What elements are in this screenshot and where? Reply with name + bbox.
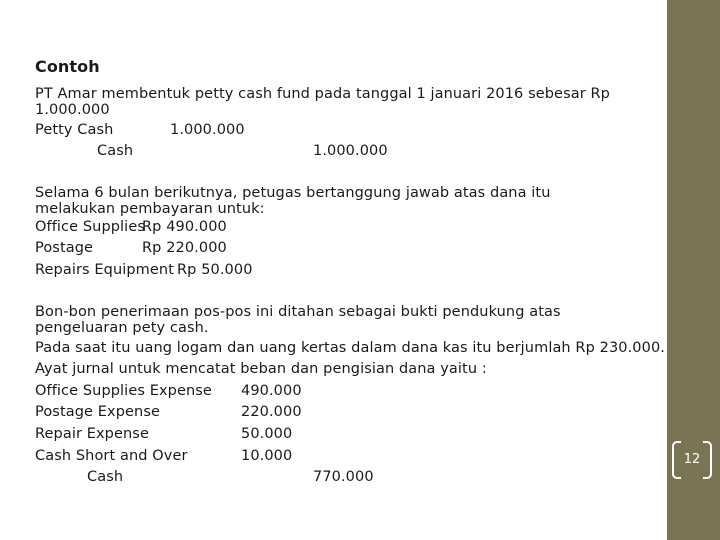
payment-row — [35, 260, 660, 282]
journal-row — [35, 402, 660, 424]
payment-label: Postage — [35, 240, 94, 257]
section3-para1: Bon-bon penerimaan pos-pos ini ditahan sebagai bukti pendukung atas pengeluaran pety cash. — [35, 303, 561, 336]
journal-account: Cash Short and Over — [35, 447, 188, 464]
right-bracket-icon — [703, 441, 712, 479]
journal-debit: 10.000 — [241, 447, 293, 464]
section3-para3: Ayat jurnal untuk mencatat beban dan pengisian dana yaitu : — [35, 361, 487, 378]
journal-row — [35, 446, 660, 468]
journal-debit: 1.000.000 — [170, 121, 245, 138]
journal-account: Postage Expense — [35, 404, 160, 421]
journal-account: Office Supplies Expense — [35, 382, 212, 399]
payment-amount: Rp 220.000 — [142, 240, 227, 257]
journal-credit: 770.000 — [313, 469, 374, 486]
spacer — [35, 163, 660, 185]
journal-debit: 220.000 — [241, 404, 302, 421]
journal-row-cash — [35, 141, 660, 163]
slide-content — [35, 56, 665, 489]
payment-label: Repairs Equipment — [35, 261, 174, 278]
payment-label: Office Supplies — [35, 218, 145, 235]
page-number: 12 — [683, 451, 701, 467]
payment-amount: Rp 50.000 — [177, 261, 253, 278]
slide-title: Contoh — [35, 57, 100, 76]
journal-debit: 50.000 — [241, 425, 293, 442]
journal-account: Petty Cash — [35, 121, 114, 138]
payment-amount: Rp 490.000 — [142, 218, 227, 235]
spacer — [35, 282, 660, 304]
journal-account: Repair Expense — [35, 425, 149, 442]
journal-row — [35, 424, 660, 446]
section3-para2: Pada saat itu uang logam dan uang kertas dalam dana kas itu berjumlah Rp 230.000. — [35, 339, 665, 356]
journal-row — [35, 467, 660, 489]
left-bracket-icon — [672, 441, 681, 479]
section2-intro: Selama 6 bulan berikutnya, petugas bertanggung jawab atas dana itu melakukan pembayaran untuk: — [35, 184, 551, 217]
journal-debit: 490.000 — [241, 382, 302, 399]
journal-row-petty-cash — [35, 120, 660, 142]
journal-row — [35, 381, 660, 403]
journal-account: Cash — [97, 143, 134, 160]
journal-credit: 1.000.000 — [313, 143, 388, 160]
payment-row — [35, 217, 660, 239]
journal-account: Cash — [87, 469, 124, 486]
section1-intro: PT Amar membentuk petty cash fund pada tanggal 1 januari 2016 sebesar Rp 1.000.000 — [35, 85, 610, 118]
page-number-box — [672, 441, 712, 477]
payment-row — [35, 238, 660, 260]
